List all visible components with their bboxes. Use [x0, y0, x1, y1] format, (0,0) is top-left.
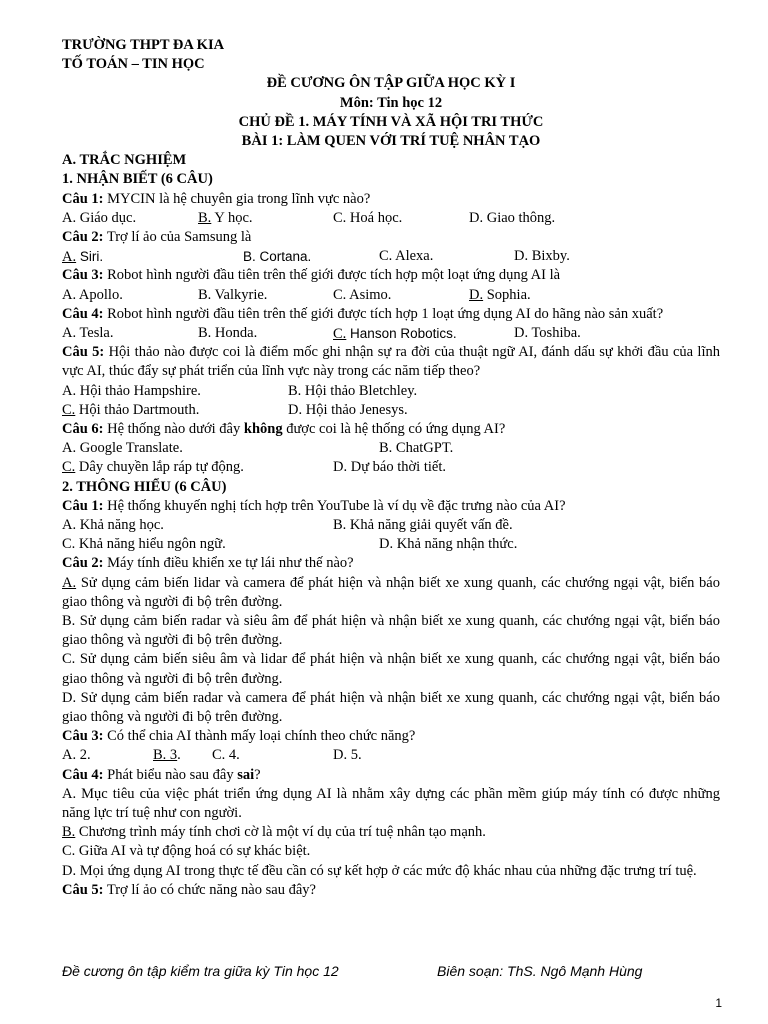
option-2-2-b: B. Sử dụng cảm biến radar và siêu âm để phát hiện và nhận biết xe xung quanh, các chướng ngại vật, biển báo giao thông và người đi bộ trên đường. — [62, 612, 720, 649]
document-title: ĐỀ CƯƠNG ÔN TẬP GIỮA HỌC KỲ I — [266, 75, 516, 92]
question-2-5: Câu 5: Trợ lí ảo có chức năng nào sau đây? — [62, 881, 316, 898]
question-1-2: Câu 2: Trợ lí ảo của Samsung là — [62, 229, 252, 246]
options-2-1-ab: A. Khả năng học. B. Khả năng giải quyết vấn đề. — [62, 516, 513, 533]
page-number: 1 — [715, 996, 722, 1010]
question-1-1: Câu 1: MYCIN là hệ chuyên gia trong lĩnh vực nào? — [62, 190, 371, 207]
options-2-3: A. 2. B. 3. C. 4. D. 5. — [62, 747, 362, 764]
question-1-3: Câu 3: Robot hình người đầu tiên trên thế giới được tích hợp một loạt ứng dụng AI là — [62, 267, 561, 284]
question-2-3: Câu 3: Có thể chia AI thành mấy loại chính theo chức năng? — [62, 728, 416, 745]
question-2-1: Câu 1: Hệ thống khuyến nghị tích hợp trên YouTube là ví dụ về đặc trưng nào của AI? — [62, 497, 566, 514]
options-1-4: A. Tesla. B. Honda. C. Hanson Robotics. D. Toshiba. — [62, 325, 581, 342]
school-name: TRƯỜNG THPT ĐA KIA — [62, 37, 225, 53]
options-1-3: A. Apollo. B. Valkyrie. C. Asimo. D. Sophia. — [62, 286, 531, 303]
option-2-2-c: C. Sử dụng cảm biến siêu âm và lidar để phát hiện và nhận biết xe xung quanh, các chướng ngại vật, biển báo giao thông và người đi bộ trên đường. — [62, 651, 720, 687]
option-2-2-a: A. Sử dụng cảm biến lidar và camera để phát hiện và nhận biết xe xung quanh, các chướng ngại vật, biển báo giao thông và người đi bộ trên đường. — [62, 574, 720, 610]
question-1-5: Câu 5: Hội thảo nào được coi là điểm mốc ghi nhận sự ra đời của thuật ngữ AI, đánh dấu sự khởi đầu của lĩnh vực AI, thúc đẩy sự phát triển của lĩnh vực này trong các năm tiếp theo? — [62, 344, 720, 380]
section-a-heading: A. TRẮC NGHIỆM — [62, 152, 187, 169]
document-page — [62, 36, 720, 900]
subject-line: Môn: Tin học 12 — [339, 94, 443, 111]
option-2-4-a: A. Mục tiêu của việc phát triển ứng dụng AI là nhằm xây dựng các phần mềm giúp máy tính có được những năng lực trí tuệ như con người. — [62, 785, 720, 821]
footer-right: Biên soạn: ThS. Ngô Mạnh Hùng — [437, 963, 643, 979]
question-2-4: Câu 4: Phát biểu nào sau đây sai? — [62, 766, 261, 783]
footer-left: Đề cương ôn tập kiểm tra giữa kỳ Tin học 12 — [62, 963, 339, 979]
department-name: TỐ TOÁN – TIN HỌC — [62, 56, 205, 73]
options-1-2: A. Siri. B. Cortana. C. Alexa. D. Bixby. — [62, 248, 570, 266]
lesson-heading: BÀI 1: LÀM QUEN VỚI TRÍ TUỆ NHÂN TẠO — [241, 133, 541, 150]
option-2-4-b: B. Chương trình máy tính chơi cờ là một ví dụ của trí tuệ nhân tạo mạnh. — [62, 824, 486, 841]
question-1-6: Câu 6: Hệ thống nào dưới đây không được coi là hệ thống có ứng dụng AI? — [62, 420, 506, 437]
part1-heading: 1. NHẬN BIẾT (6 CÂU) — [62, 171, 213, 188]
page-footer — [62, 963, 722, 979]
options-1-5-cd: C. Hội thảo Dartmouth. D. Hội thảo Jenesys. — [62, 401, 408, 418]
question-2-2: Câu 2: Máy tính điều khiển xe tự lái như thế nào? — [62, 555, 354, 572]
question-1-4: Câu 4: Robot hình người đầu tiên trên thế giới được tích hợp 1 loạt ứng dụng AI do hãng nào sản xuất? — [62, 305, 664, 322]
option-2-4-d: D. Mọi ứng dụng AI trong thực tế đều cần có sự kết hợp ở các mức độ khác nhau của những đặc trưng trí tuệ. — [62, 862, 697, 879]
option-2-2-d: D. Sử dụng cảm biến radar và camera để phát hiện và nhận biết xe xung quanh, các chướng ngại vật, biển báo giao thông và người đi bộ trên đường. — [62, 689, 720, 725]
options-1-1: A. Giáo dục. B. Y học. C. Hoá học. D. Giao thông. — [62, 209, 556, 226]
options-1-6-cd: C. Dây chuyền lắp ráp tự động. D. Dự báo thời tiết. — [62, 459, 446, 476]
part2-heading: 2. THÔNG HIỂU (6 CÂU) — [62, 478, 227, 495]
options-2-1-cd: C. Khả năng hiểu ngôn ngữ. D. Khả năng nhận thức. — [62, 536, 518, 553]
options-1-6-ab: A. Google Translate. B. ChatGPT. — [62, 440, 454, 457]
topic-heading: CHỦ ĐỀ 1. MÁY TÍNH VÀ XÃ HỘI TRI THỨC — [238, 113, 544, 130]
option-2-4-c: C. Giữa AI và tự động hoá có sự khác biệt. — [62, 843, 311, 860]
options-1-5-ab: A. Hội thảo Hampshire. B. Hội thảo Bletchley. — [62, 382, 418, 399]
